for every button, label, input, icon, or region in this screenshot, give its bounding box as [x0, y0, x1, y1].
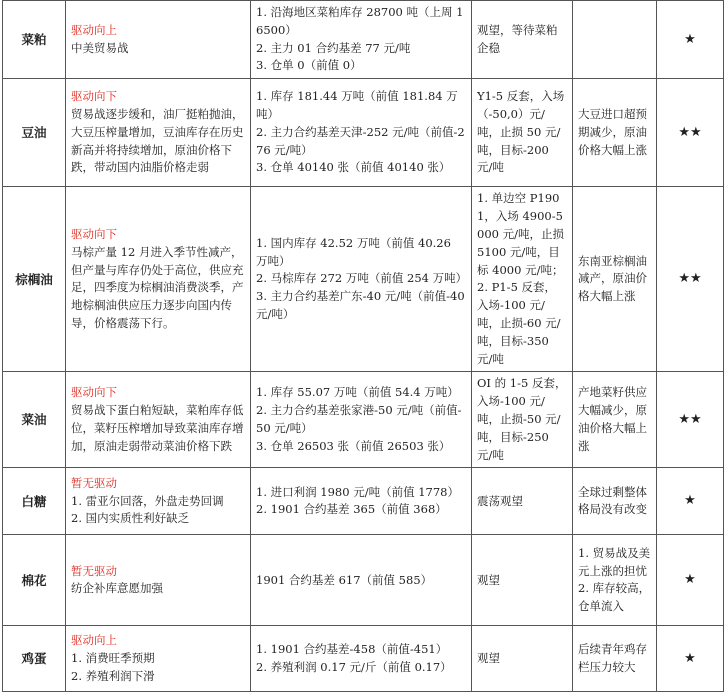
driver-direction: 驱动向下: [71, 226, 117, 241]
commodity-name: 菜粕: [3, 1, 66, 79]
data-item: 3. 仓单 0（前值 0）: [256, 58, 362, 73]
data-item: 2. 养殖利润 0.17 元/斤（前值 0.17）: [256, 659, 452, 674]
risk-cell: [573, 187, 657, 372]
commodity-table: [2, 0, 724, 692]
rating-stars: ★: [657, 535, 724, 626]
commodity-name: 菜油: [3, 372, 66, 468]
table-row: [3, 79, 724, 187]
risk-cell: [573, 468, 657, 535]
data-item: 1. 国内库存 42.52 万吨（前值 40.26 万吨）: [256, 235, 451, 268]
risk-item: 1. 贸易战及美元上涨的担忧: [578, 545, 651, 578]
strategy-item: 1. 单边空 P1901，入场 4900-5000 元/吨，止损 5100 元/吨，目标 4000 元/吨；: [477, 191, 564, 277]
rating-stars: ★: [657, 468, 724, 535]
driver-cell: [66, 468, 251, 535]
driver-cell: [66, 187, 251, 372]
risk-item: 大豆进口超预期减少，原油价格大幅上涨: [578, 107, 647, 157]
commodity-name: 棕榈油: [3, 187, 66, 372]
strategy-item: 观望: [477, 651, 500, 666]
data-item: 1. 1901 合约基差-458（前值-451）: [256, 642, 448, 657]
driver-direction: 暂无驱动: [71, 475, 117, 490]
risk-cell: [573, 79, 657, 187]
table-row: [3, 372, 724, 468]
rating-stars: ★: [657, 1, 724, 79]
commodity-name: 鸡蛋: [3, 626, 66, 692]
strategy-cell: [472, 1, 573, 79]
driver-reason: 贸易战下蛋白粕短缺，菜粕库存低位，菜籽压榨增加导致菜油库存增加，原油走弱带动菜油价格下跌: [71, 403, 244, 453]
driver-cell: [66, 535, 251, 626]
data-item: 3. 仓单 40140 张（前值 40140 张）: [256, 160, 451, 175]
driver-direction: 驱动向下: [71, 385, 117, 400]
strategy-item: OI 的 1-5 反套，入场-100 元/吨，止损-50 元/吨，目标-250 元/吨: [477, 376, 567, 462]
rating-stars: ★★: [657, 79, 724, 187]
data-cell: [251, 372, 472, 468]
data-item: 1. 沿海地区菜粕库存 28700 吨（上周 16500）: [256, 5, 464, 37]
strategy-item: 观望: [477, 572, 500, 587]
risk-cell: [573, 1, 657, 79]
data-cell: [251, 535, 472, 626]
driver-reason: 2. 养殖利润下滑: [71, 668, 155, 683]
data-item: 2. 主力合约基差天津-252 元/吨（前值-276 元/吨）: [256, 124, 465, 157]
data-item: 2. 主力 01 合约基差 77 元/吨: [256, 40, 411, 55]
strategy-item: 震荡观望: [477, 493, 523, 508]
strategy-cell: [472, 187, 573, 372]
table-row: [3, 187, 724, 372]
table-row: [3, 535, 724, 626]
strategy-cell: [472, 79, 573, 187]
driver-cell: [66, 79, 251, 187]
commodity-name: 棉花: [3, 535, 66, 626]
driver-reason: 中美贸易战: [71, 40, 129, 55]
data-cell: [251, 187, 472, 372]
driver-cell: [66, 372, 251, 468]
risk-cell: [573, 626, 657, 692]
strategy-item: 观望，等待菜粕企稳: [477, 22, 558, 55]
table-row: [3, 626, 724, 692]
table-row: [3, 468, 724, 535]
driver-direction: 暂无驱动: [71, 563, 117, 578]
driver-reason: 马棕产量 12 月进入季节性减产，但产量与库存仍处于高位，供应充足，四季度为棕榈油消费淡季，产地棕榈油供应压力逐步向国内传导，价格震荡下行。: [71, 244, 244, 330]
driver-direction: 驱动向上: [71, 633, 117, 648]
risk-item: 东南亚棕榈油减产，原油价格大幅上涨: [578, 253, 647, 304]
driver-direction: 驱动向下: [71, 89, 117, 104]
data-cell: [251, 626, 472, 692]
data-item: 1. 进口利润 1980 元/吨（前值 1778）: [256, 484, 460, 499]
driver-cell: [66, 626, 251, 692]
risk-item: 全球过剩整体格局没有改变: [578, 484, 647, 517]
data-cell: [251, 468, 472, 535]
strategy-item: Y1-5 反套，入场（-50,0）元/吨，止损 50 元/吨，目标-200 元/吨: [477, 89, 565, 175]
strategy-cell: [472, 626, 573, 692]
commodity-name: 豆油: [3, 79, 66, 187]
data-item: 1. 库存 181.44 万吨（前值 181.84 万吨）: [256, 89, 458, 122]
strategy-cell: [472, 535, 573, 626]
risk-cell: [573, 535, 657, 626]
rating-stars: ★: [657, 626, 724, 692]
driver-reason: 1. 雷亚尔回落，外盘走势回调: [71, 493, 224, 508]
data-item: 2. 主力合约基差张家港-50 元/吨（前值-50 元/吨）: [256, 403, 462, 435]
rating-stars: ★★: [657, 372, 724, 468]
data-cell: [251, 1, 472, 79]
data-item: 3. 仓单 26503 张（前值 26503 张）: [256, 438, 451, 453]
strategy-cell: [472, 372, 573, 468]
rating-stars: ★★: [657, 187, 724, 372]
data-cell: [251, 79, 472, 187]
commodity-name: 白糖: [3, 468, 66, 535]
driver-direction: 驱动向上: [71, 22, 117, 37]
risk-item: 产地菜籽供应大幅减少，原油价格大幅上涨: [578, 385, 647, 453]
data-item: 3. 主力合约基差广东-40 元/吨（前值-40 元/吨）: [256, 289, 465, 322]
driver-reason: 1. 消费旺季预期: [71, 651, 155, 666]
data-item: 1901 合约基差 617（前值 585）: [256, 572, 433, 587]
driver-reason: 贸易战逐步缓和，油厂挺粕抛油，大豆压榨量增加，豆油库存在历史新高并将持续增加，原油价格下跌，带动国内油脂价格走弱: [71, 107, 244, 175]
strategy-cell: [472, 468, 573, 535]
strategy-item: 2. P1-5 反套，入场-100 元/吨，止损-60 元/吨，目标-350 元/吨: [477, 280, 561, 366]
risk-cell: [573, 372, 657, 468]
data-item: 2. 1901 合约基差 365（前值 368）: [256, 502, 447, 517]
data-item: 2. 马棕库存 272 万吨（前值 254 万吨）: [256, 271, 468, 286]
table-row: [3, 1, 724, 79]
driver-reason: 2. 国内实质性利好缺乏: [71, 511, 190, 526]
data-item: 1. 库存 55.07 万吨（前值 54.4 万吨）: [256, 385, 459, 400]
risk-item: 后续青年鸡存栏压力较大: [578, 642, 647, 674]
driver-cell: [66, 1, 251, 79]
risk-item: 2. 库存较高，仓单流入: [578, 581, 651, 614]
driver-reason: 纺企补库意愿加强: [71, 581, 163, 596]
